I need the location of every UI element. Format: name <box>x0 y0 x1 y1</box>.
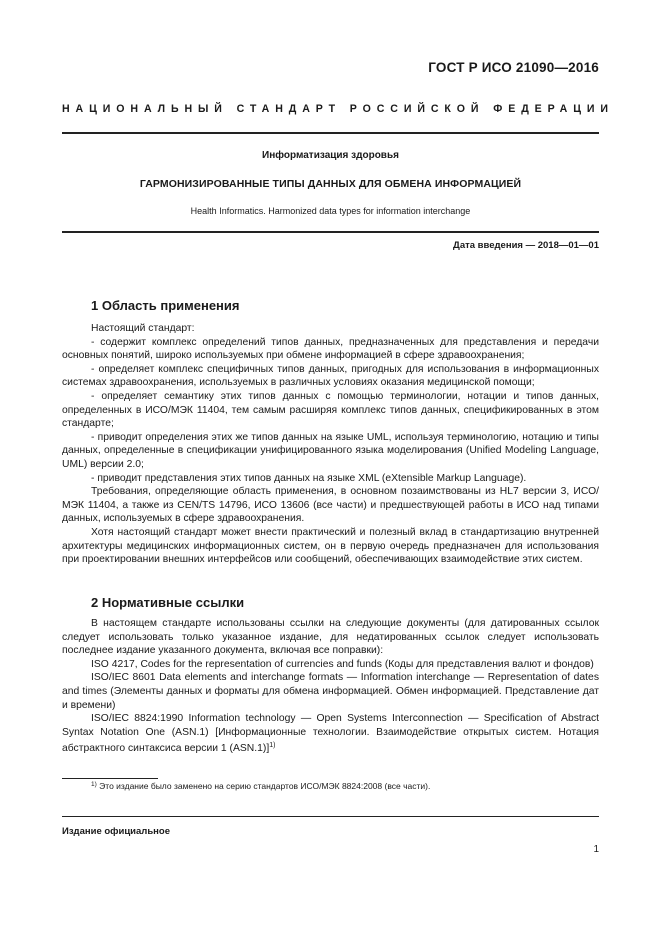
paragraph: ISO 4217, Codes for the representation of currencies and funds (Коды для представления валют и фондов) <box>91 658 594 670</box>
paragraph <box>62 712 599 756</box>
intro-date: Дата введения — 2018—01—01 <box>453 240 599 251</box>
footer-rule <box>62 816 599 817</box>
title-en: Health Informatics. Harmonized data types for information interchange <box>190 206 471 216</box>
paragraph: Хотя настоящий стандарт может внести практический и полезный вклад в стандартизацию внутренней архитектуры медицинских информационных систем, он в первую очередь предназначен для использования при проектировании внешних интерфейсов или сообщений, обеспечивающих взаимодействие этих систем. <box>62 526 599 566</box>
paragraph: - определяет семантику этих типов данных с помощью терминологии, нотации и типов данных, определенных в ИСО/МЭК 11404, тем самым расширяя комплекс типов данных, спецификированных в этом стандарте; <box>62 390 599 430</box>
section-2-heading: 2 Нормативные ссылки <box>91 595 245 610</box>
paragraph: - приводит представления этих типов данных на языке XML (eXtensible Markup Language). <box>91 472 527 484</box>
paragraph: В настоящем стандарте использованы ссылки на следующие документы (для датированных ссылок следует использовать только указанное издание, для недатированных ссылок следует использовать последнее издание указанного документа, включая все поправки): <box>62 618 599 657</box>
paragraph: Требования, определяющие область применения, в основном позаимствованы из HL7 версии 3, ИСО/МЭК 11404, а также из CEN/TS 14796, ИСО 13606 (все части) и предшествующей работы в ИСО над типами данных, используемых в сфере здравоохранения. <box>62 486 599 525</box>
document-title: ГАРМОНИЗИРОВАННЫЕ ТИПЫ ДАННЫХ ДЛЯ ОБМЕНА ИНФОРМАЦИЕЙ <box>139 178 522 190</box>
section-1-body <box>62 322 599 567</box>
title-rule <box>62 231 599 233</box>
footnote-marker: 1) <box>91 781 97 788</box>
footnote-ref[interactable]: 1) <box>269 742 276 750</box>
standard-code: ГОСТ Р ИСО 21090—2016 <box>428 60 599 75</box>
page-number: 1 <box>593 844 599 855</box>
reference-text: ISO/IEC 8824:1990 Information technology — Open Systems Interconnection — Specification of Abstract Syntax Notation One (ASN.1) [Информационные технологии. Взаимодействие открытых систем. Нотация абстрактного синтаксиса версии 1 (ASN.1)] <box>62 713 599 755</box>
section-1-heading: 1 Область применения <box>91 298 240 313</box>
national-standard-banner: НАЦИОНАЛЬНЫЙ СТАНДАРТ РОССИЙСКОЙ ФЕДЕРАЦИИ <box>62 103 614 115</box>
section-2-body <box>62 617 599 756</box>
paragraph: ISO/IEC 8601 Data elements and interchange formats — Information interchange — Representation of dates and times (Элементы данных и форматы для обмена информацией. Обмен информацией. Представление дат и времени) <box>62 672 599 711</box>
header-rule <box>62 132 599 134</box>
footnote-rule <box>62 778 158 779</box>
footnote <box>91 781 430 791</box>
subtitle-ru: Информатизация здоровья <box>262 150 399 161</box>
paragraph: Настоящий стандарт: <box>91 323 195 334</box>
paragraph: - приводит определения этих же типов данных на языке UML, используя терминологию, нотацию и типы данных, определенные в спецификации унифицированного языка моделирования (Unified Modeling Language, UML) версии 2.0; <box>62 431 599 470</box>
paragraph: - определяет комплекс специфичных типов данных, пригодных для использования в информационных системах здравоохранения, используемых в различных условиях оказания медицинской помощи; <box>62 363 599 389</box>
paragraph: - содержит комплекс определений типов данных, предназначенных для представления и передачи основных понятий, широко используемых при обмене информацией в сфере здравоохранения; <box>62 336 599 362</box>
footnote-text: Это издание было заменено на серию стандартов ИСО/МЭК 8824:2008 (все части). <box>99 781 431 791</box>
official-edition-label: Издание официальное <box>62 826 170 837</box>
